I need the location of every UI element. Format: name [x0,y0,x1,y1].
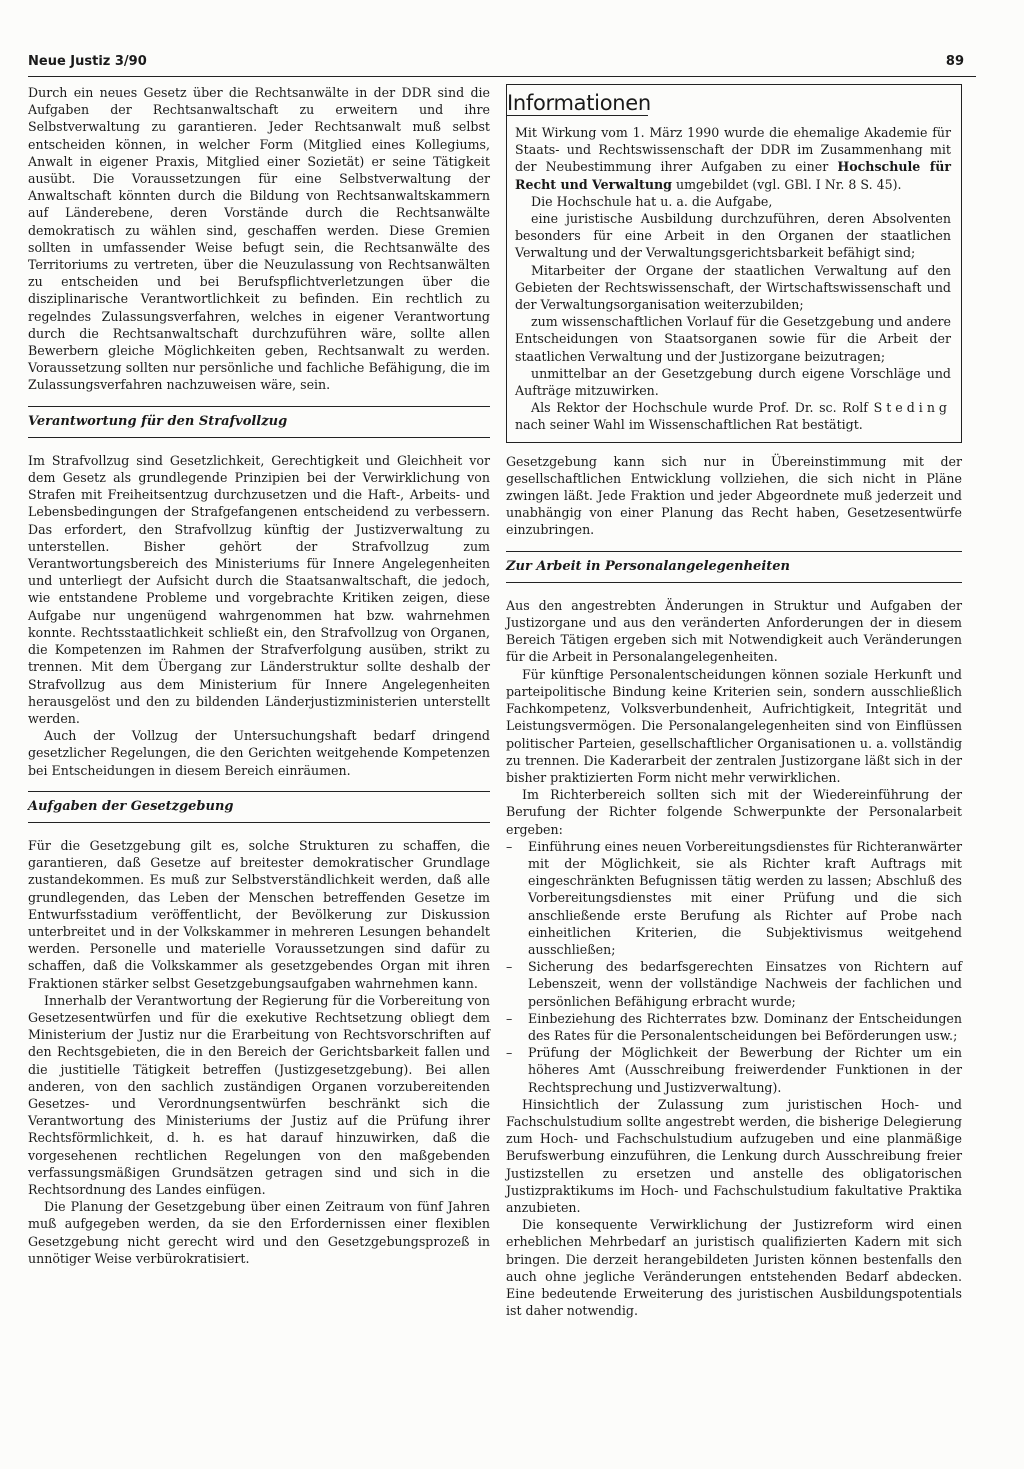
section-heading-gesetzgebung [28,791,490,823]
paragraph: Mitarbeiter der Organe der staatlichen Verwaltung auf den Gebieten der Rechtswissenschaft, der Wirtschaftswissenschaft und der Verwaltungsorganisation weiterzubilden; [515,262,951,313]
left-column [28,84,490,1267]
rector-name: Steding [873,400,951,416]
info-text: umgebildet (vgl. GBl. I Nr. 8 S. 45). [672,176,902,192]
journal-title: Neue Justiz 3/90 [28,54,147,69]
paragraph: Aus den angestrebten Änderungen in Struktur und Aufgaben der Justizorgane und aus den veränderten Anforderungen der in diesem Bereich Tätigen ergeben sich mit Notwendigkeit auch Veränderungen für die Arbeit in Personalangelegenheiten. [506,597,962,665]
informationen-box [506,84,962,443]
section-heading-strafvollzug [28,406,490,438]
paragraph: Innerhalb der Verantwortung der Regierung für die Vorbereitung von Gesetzesentwürfen und für die exekutive Rechtsetzung obliegt dem Ministerium der Justiz nur die Erarbeitung von Rechtsvorschriften auf den Rechtsgebieten, die in den Bereich der Gerichtsbarkeit fallen und die justitielle Tätigkeit betreffen (Justizgesetzgebung). Bei allen anderen, von den sachlich zuständigen Organen vorzubereitenden Gesetzes- und Verordnungsentwürfen beschränkt sich die Verantwortung des Ministeriums der Justiz auf die Prüfung ihrer Rechtsförmlichkeit, d. h. es hat darauf hinzuwirken, daß die vorgesehenen rechtlichen Regelungen von den maßgebenden verfassungsmäßigen Grundsätzen getragen sind und sich in die Rechtsordnung des Landes einfügen. [28,992,490,1197]
paragraph: Die konsequente Verwirklichung der Justizreform wird einen erheblichen Mehrbedarf an juristisch qualifizierten Kadern mit sich bringen. Die derzeit herangebildeten Juristen können bestenfalls den auch ohne jegliche Veränderungen entstehenden Bedarf abdecken. Eine bedeutende Erweiterung des juristischen Ausbildungspotentials ist daher notwendig. [506,1217,962,1319]
page-header [28,54,976,77]
list-item: – Einführung eines neuen Vorbereitungsdienstes für Richteranwärter mit der Möglichkeit, sie als Richter kraft Auftrags mit eingeschränkten Befugnissen tätig werden zu lassen; Abschluß des Vorbereitungsdienstes mit einer Prüfung und die sich anschließende erste Berufung als Richter auf Probe nach einheitlichen Kriterien, die Subjektivismus weitgehend ausschließen; [506,838,962,958]
paragraph [515,399,951,433]
informationen-title: Informationen [507,91,651,115]
intro-paragraph: Durch ein neues Gesetz über die Rechtsanwälte in der DDR sind die Aufgaben der Rechtsanwaltschaft zu erweitern und ihre Selbstverwaltung zu garantieren. Jeder Rechtsanwalt muß selbst entscheiden können, in welcher Form (Mitglied eines Kollegiums, Anwalt in eigener Praxis, Mitglied einer Sozietät) er seine Tätigkeit ausübt. Die Voraussetzungen für eine Selbstverwaltung der Anwaltschaft könnten durch die Bildung von Rechtsanwaltskammern auf Länderebene, deren Vorstände durch die Rechtsanwälte demokratisch zu wählen sind, geschaffen werden. Diese Gremien sollten in umfassender Weise befugt sein, die Rechtsanwälte des Territoriums zu vertreten, über die Neuzulassung von Rechtsanwälten zu entscheiden und bei Berufspflichtverletzungen über die disziplinarische Verantwortlichkeit zu befinden. Ein rechtlich zu regelndes Zulassungsverfahren, welches in eigener Verantwortung durch die Rechtsanwaltschaft durchzuführen wäre, sollte allen Bewerbern gleiche Möglichkeiten geben, Rechtsanwalt zu werden. Voraussetzung sollten nur persönliche und fachliche Befähigung, die im Zulassungsverfahren nachzuweisen wäre, sein. [28,85,490,393]
paragraph: Die Hochschule hat u. a. die Aufgabe, [531,193,773,209]
paragraph: unmittelbar an der Gesetzgebung durch eigene Vorschläge und Aufträge mitzuwirken. [515,365,951,399]
section-heading-personal [506,551,962,583]
priorities-list [506,838,962,1096]
info-text: Mit Wirkung vom 1. März 1990 wurde die ehemalige Akademie für Staats- und Rechtswissenschaft der DDR im Zusammenhang mit der Neubestimmung ihrer Aufgaben zu einer [515,125,951,175]
paragraph: Für die Gesetzgebung gilt es, solche Strukturen zu schaffen, die garantieren, daß Gesetze auf breitester demokratischer Grundlage zustandekommen. Es muß zur Selbstverständlichkeit werden, daß alle grundlegenden, das Leben der Menschen betreffenden Gesetze im Entwurfsstadium veröffentlicht, der Bevölkerung zur Diskussion unterbreitet und in der Volkskammer in mehreren Lesungen behandelt werden. Personelle und materielle Voraussetzungen sind dafür zu schaffen, daß die Volkskammer als gesetzgebendes Organ mit ihren Fraktionen stärker selbst Gesetzgebungsaufgaben wahrnehmen kann. [28,837,490,991]
paragraph: Die Planung der Gesetzgebung über einen Zeitraum von fünf Jahren muß aufgegeben werden, da sie den Erfordernissen einer flexiblen Gesetzgebung nicht gerecht wird und den Gesetzgebungsprozeß in unnötiger Weise verbürokratisiert. [28,1199,490,1266]
continuation-paragraph: Gesetzgebung kann sich nur in Übereinstimmung mit der gesellschaftlichen Entwicklung vollziehen, die sich nicht in Pläne zwingen läßt. Jede Fraktion und jeder Abgeordnete muß jederzeit und unabhängig von einer Planung das Recht haben, Gesetzesentwürfe einzubringen. [506,453,962,538]
list-item: – Prüfung der Möglichkeit der Bewerbung der Richter um ein höheres Amt (Ausschreibung freiwerdender Funktionen in der Rechtsprechung und Justizverwaltung). [506,1044,962,1096]
section-title: Verantwortung für den Strafvollzug [28,413,288,429]
paragraph: Auch der Vollzug der Untersuchungshaft bedarf dringend gesetzlicher Regelungen, die den Gerichten weitgehende Kompetenzen bei Entscheidungen in diesem Bereich einräumen. [28,728,490,778]
paragraph: zum wissenschaftlichen Vorlauf für die Gesetzgebung und andere Entscheidungen von Staatsorganen sowie für die Arbeit der staatlichen Verwaltung und der Justizorgane beizutragen; [515,314,951,364]
info-text: nach seiner Wahl im Wissenschaftlichen Rat bestätigt. [515,417,863,433]
list-item: – Einbeziehung des Richterrates bzw. Dominanz der Entscheidungen des Rates für die Personalentscheidungen bei Beförderungen usw.; [506,1010,962,1044]
paragraph: eine juristische Ausbildung durchzuführen, deren Absolventen besonders für eine Arbeit in den Organen der staatlichen Verwaltung und der Verwaltungsgerichtsbarkeit befähigt sind; [515,211,951,261]
paragraph: Hinsichtlich der Zulassung zum juristischen Hoch- und Fachschulstudium sollte angestrebt werden, die bisherige Delegierung zum Hoch- und Fachschulstudium aufzugeben und eine planmäßige Berufswerbung einzuführen, die Lenkung durch Ausschreibung freier Justizstellen zu ersetzen und anstelle des obligatorischen Justizpraktikums im Hoch- und Fachschulstudium fakultative Praktika anzubieten. [506,1096,962,1215]
paragraph: Für künftige Personalentscheidungen können soziale Herkunft und parteipolitische Bindung keine Kriterien sein, sondern ausschließlich Fachkompetenz, Volksverbundenheit, Aufrichtigkeit, Integrität und Leistungsvermögen. Die Personalangelegenheiten sind von Einflüssen politischer Parteien, gesellschaftlicher Organisationen u. a. vollständig zu trennen. Die Kaderarbeit der zentralen Justizorgane läßt sich in der bisher praktizierten Form nicht mehr verwirklichen. [506,666,962,785]
right-column [506,84,962,1319]
page-number: 89 [945,54,964,69]
info-institution-name: Hochschule für Recht und Verwaltung [515,159,951,192]
list-item: – Sicherung des bedarfsgerechten Einsatzes von Richtern auf Lebenszeit, wenn der vollständige Nachweis der fachlichen und persönlichen Befähigung erbracht wurde; [506,958,962,1010]
paragraph [515,124,951,193]
paragraph: Im Richterbereich sollten sich mit der Wiedereinführung der Berufung der Richter folgende Schwerpunkte der Personalarbeit ergeben: [506,787,962,837]
section-title: Aufgaben der Gesetzgebung [28,798,234,814]
info-text: Als Rektor der Hochschule wurde Prof. Dr. sc. Rolf [531,400,874,416]
section-title: Zur Arbeit in Personalangelegenheiten [506,558,790,574]
paragraph: Im Strafvollzug sind Gesetzlichkeit, Gerechtigkeit und Gleichheit vor dem Gesetz als grundlegende Prinzipien bei der Verwirklichung von Strafen mit Freiheitsentzug durchzusetzen und die Haft-, Arbeits- und Lebensbedingungen der Strafgefangenen entscheidend zu verbessern. Das erfordert, den Strafvollzug künftig der Justizverwaltung zu unterstellen. Bisher gehört der Strafvollzug zum Verantwortungsbereich des Ministeriums für Innere Angelegenheiten und unterliegt der Aufsicht durch die Staatsanwaltschaft, die jedoch, wie entstandene Probleme und vorgebrachte Kritiken zeigen, diese Aufgabe nur ungenügend wahrgenommen hat bzw. wahrnehmen konnte. Rechtsstaatlichkeit schließt ein, den Strafvollzug von Organen, die Kompetenzen im Rahmen der Strafverfolgung ausüben, strikt zu trennen. Mit dem Übergang zur Länderstruktur sollte deshalb der Strafvollzug aus dem Ministerium für Innere Angelegenheiten herausgelöst und den zu bildenden Länderjustizministerien unterstellt werden. [28,452,490,726]
